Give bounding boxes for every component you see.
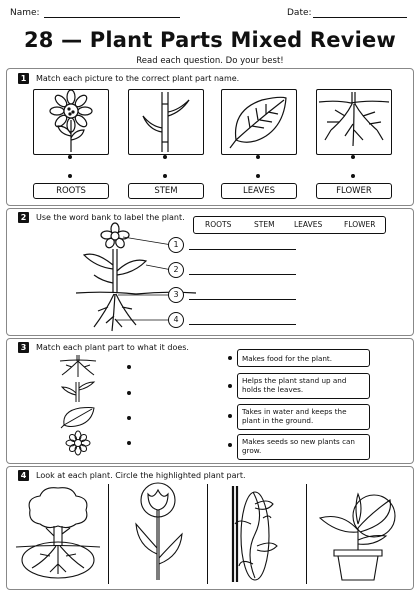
callout-4: 4: [168, 312, 184, 328]
name-label: Name:: [10, 8, 40, 18]
date-field[interactable]: [313, 17, 407, 18]
divider: [108, 484, 109, 584]
match-dot[interactable]: [228, 414, 232, 418]
stem-icon: [58, 380, 98, 404]
match-dot[interactable]: [68, 174, 72, 178]
label-leaves: LEAVES: [221, 183, 297, 199]
name-field[interactable]: [44, 17, 180, 18]
page-title: 28 — Plant Parts Mixed Review: [23, 28, 397, 52]
potted-plant-leaves-icon: [308, 484, 408, 584]
page-subtitle: Read each question. Do your best!: [136, 56, 284, 66]
word-bank-item: ROOTS: [205, 220, 232, 229]
section-4-instruction: Look at each plant. Circle the highlighted plant part.: [36, 471, 246, 480]
match-dot[interactable]: [163, 155, 167, 159]
label-roots: ROOTS: [33, 183, 109, 199]
function-box: Makes food for the plant.: [237, 349, 370, 367]
leaf-icon: [222, 90, 296, 154]
function-box: Helps the plant stand up and holds the leaves.: [237, 373, 370, 399]
section-2-number: 2: [18, 212, 29, 223]
roots-icon: [317, 90, 391, 154]
match-dot[interactable]: [256, 174, 260, 178]
section-4-number: 4: [18, 470, 29, 481]
tulip-flower-icon: [110, 484, 206, 584]
stem-icon: [129, 90, 203, 154]
picture-box-roots: [316, 89, 392, 155]
flower-icon: [58, 431, 98, 455]
match-dot[interactable]: [68, 155, 72, 159]
date-label: Date:: [287, 8, 312, 18]
answer-line-4[interactable]: [189, 324, 296, 325]
divider: [306, 484, 307, 584]
match-dot[interactable]: [127, 416, 131, 420]
word-bank-item: STEM: [254, 220, 275, 229]
match-dot[interactable]: [163, 174, 167, 178]
match-dot[interactable]: [228, 384, 232, 388]
match-dot[interactable]: [228, 356, 232, 360]
section-3-instruction: Match each plant part to what it does.: [36, 343, 189, 352]
section-2-instruction: Use the word bank to label the plant.: [36, 213, 185, 222]
word-bank: [193, 216, 386, 234]
callout-1: 1: [168, 237, 184, 253]
section-1-instruction: Match each picture to the correct plant part name.: [36, 74, 240, 83]
picture-box-flower: [33, 89, 109, 155]
word-bank-item: LEAVES: [294, 220, 323, 229]
roots-icon: [58, 355, 98, 379]
function-box: Makes seeds so new plants can grow.: [237, 434, 370, 460]
answer-line-3[interactable]: [189, 299, 296, 300]
tree-roots-icon: [10, 484, 106, 584]
match-dot[interactable]: [351, 174, 355, 178]
match-dot[interactable]: [256, 155, 260, 159]
plant-diagram-icon: [66, 221, 206, 336]
function-box: Takes in water and keeps the plant in the ground.: [237, 404, 370, 430]
callout-3: 3: [168, 287, 184, 303]
label-flower: FLOWER: [316, 183, 392, 199]
picture-box-stem: [128, 89, 204, 155]
match-dot[interactable]: [127, 365, 131, 369]
match-dot[interactable]: [351, 155, 355, 159]
section-3-number: 3: [18, 342, 29, 353]
section-1-number: 1: [18, 73, 29, 84]
callout-2: 2: [168, 262, 184, 278]
label-stem: STEM: [128, 183, 204, 199]
answer-line-2[interactable]: [189, 274, 296, 275]
match-dot[interactable]: [127, 441, 131, 445]
answer-line-1[interactable]: [189, 249, 296, 250]
vine-stem-icon: [209, 484, 305, 584]
match-dot[interactable]: [127, 391, 131, 395]
flower-icon: [34, 90, 108, 154]
divider: [207, 484, 208, 584]
leaf-icon: [58, 405, 98, 429]
word-bank-item: FLOWER: [344, 220, 376, 229]
picture-box-leaves: [221, 89, 297, 155]
match-dot[interactable]: [228, 443, 232, 447]
